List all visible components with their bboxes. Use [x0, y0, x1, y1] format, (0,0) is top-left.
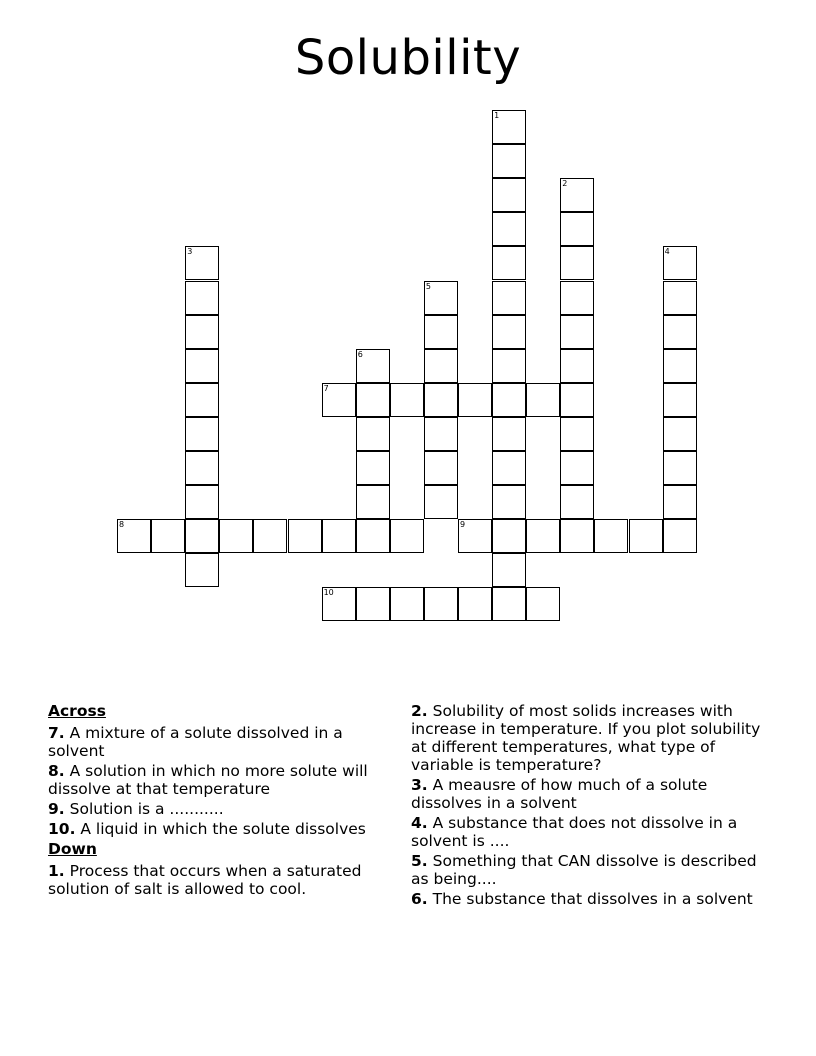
grid-cell[interactable]	[560, 383, 594, 417]
grid-cell[interactable]	[492, 246, 526, 280]
grid-cell[interactable]	[663, 315, 697, 349]
clue-text: A liquid in which the solute dissolves	[80, 820, 366, 838]
grid-cell[interactable]	[560, 315, 594, 349]
clue-down-5	[411, 852, 771, 888]
grid-cell[interactable]	[492, 587, 526, 621]
grid-cell[interactable]	[219, 519, 253, 553]
grid-cell[interactable]	[424, 587, 458, 621]
clues-left-column	[48, 702, 388, 900]
clue-across-10	[48, 820, 388, 838]
clue-number: 7.	[48, 724, 65, 742]
grid-cell[interactable]	[356, 383, 390, 417]
grid-cell[interactable]	[560, 281, 594, 315]
grid-cell[interactable]	[151, 519, 185, 553]
grid-cell[interactable]	[492, 281, 526, 315]
grid-cell[interactable]	[492, 383, 526, 417]
clue-text: Process that occurs when a saturated solution of salt is allowed to cool.	[48, 862, 362, 898]
clue-number: 10.	[48, 820, 76, 838]
grid-cell[interactable]	[560, 485, 594, 519]
clue-down-1	[48, 862, 388, 898]
clue-text: A mixture of a solute dissolved in a solvent	[48, 724, 343, 760]
grid-cell[interactable]	[663, 485, 697, 519]
grid-cell[interactable]	[390, 519, 424, 553]
grid-cell[interactable]	[424, 451, 458, 485]
grid-cell[interactable]	[185, 519, 219, 553]
clue-number-label: 8	[119, 520, 125, 530]
clue-number: 3.	[411, 776, 428, 794]
grid-cell[interactable]	[560, 451, 594, 485]
grid-cell[interactable]	[492, 485, 526, 519]
grid-cell[interactable]	[424, 349, 458, 383]
clue-number: 5.	[411, 852, 428, 870]
clue-down-6	[411, 890, 771, 908]
grid-cell[interactable]	[526, 383, 560, 417]
grid-cell[interactable]	[322, 519, 356, 553]
grid-cell[interactable]	[424, 281, 458, 315]
grid-cell[interactable]	[663, 349, 697, 383]
clue-text: A solution in which no more solute will dissolve at that temperature	[48, 762, 368, 798]
clue-text: The substance that dissolves in a solvent	[432, 890, 753, 908]
grid-cell[interactable]	[629, 519, 663, 553]
clue-text: Something that CAN dissolve is described as being....	[411, 852, 757, 888]
grid-cell[interactable]	[185, 281, 219, 315]
grid-cell[interactable]	[185, 451, 219, 485]
grid-cell[interactable]	[185, 417, 219, 451]
clue-number: 6.	[411, 890, 428, 908]
grid-cell[interactable]	[663, 281, 697, 315]
grid-cell[interactable]	[288, 519, 322, 553]
grid-cell[interactable]	[663, 519, 697, 553]
page-title: Solubility	[294, 30, 522, 86]
clue-down-3	[411, 776, 771, 812]
clue-number-label: 1	[494, 111, 500, 120]
clues-right-column	[411, 702, 771, 910]
clue-number: 4.	[411, 814, 428, 832]
grid-cell[interactable]	[424, 485, 458, 519]
grid-cell[interactable]	[492, 519, 526, 553]
clue-number: 8.	[48, 762, 65, 780]
clue-number-label: 2	[562, 179, 568, 189]
grid-cell[interactable]	[322, 587, 356, 621]
down-heading: Down	[48, 840, 97, 858]
grid-cell[interactable]	[185, 315, 219, 349]
grid-cell[interactable]	[560, 519, 594, 553]
grid-cell[interactable]	[663, 383, 697, 417]
grid-cell[interactable]	[492, 212, 526, 246]
clue-number: 1.	[48, 862, 65, 880]
clue-across-9	[48, 800, 388, 818]
grid-cell[interactable]	[560, 246, 594, 280]
grid-cell[interactable]	[356, 417, 390, 451]
grid-cell[interactable]	[663, 417, 697, 451]
grid-cell[interactable]	[560, 178, 594, 212]
grid-cell[interactable]	[663, 246, 697, 280]
clue-number-label: 10	[323, 588, 334, 598]
grid-cell[interactable]	[424, 315, 458, 349]
grid-cell[interactable]	[356, 349, 390, 383]
grid-cell[interactable]	[390, 383, 424, 417]
grid-cell[interactable]	[492, 178, 526, 212]
grid-cell[interactable]	[253, 519, 287, 553]
clue-down-2	[411, 702, 771, 774]
clue-number-label: 3	[187, 247, 193, 257]
clue-number-label: 7	[323, 383, 329, 393]
grid-cell[interactable]	[356, 587, 390, 621]
grid-cell[interactable]	[526, 519, 560, 553]
grid-cell[interactable]	[185, 349, 219, 383]
grid-cell[interactable]	[492, 144, 526, 178]
grid-cell[interactable]	[390, 587, 424, 621]
clue-text: Solution is a ...........	[69, 800, 224, 818]
across-heading: Across	[48, 702, 106, 720]
clue-number-label: 9	[460, 520, 466, 530]
grid-cell[interactable]	[492, 451, 526, 485]
grid-cell[interactable]	[185, 383, 219, 417]
clue-down-4	[411, 814, 771, 850]
grid-cell[interactable]	[424, 383, 458, 417]
grid-cell[interactable]	[492, 110, 526, 144]
grid-cell[interactable]	[185, 485, 219, 519]
grid-cell[interactable]	[185, 246, 219, 280]
grid-cell[interactable]	[458, 587, 492, 621]
clue-across-7	[48, 724, 388, 760]
grid-cell[interactable]	[560, 349, 594, 383]
grid-cell[interactable]	[663, 451, 697, 485]
clue-across-8	[48, 762, 388, 798]
grid-cell[interactable]	[356, 519, 390, 553]
clue-text: A meausre of how much of a solute dissolves in a solvent	[411, 776, 708, 812]
grid-cell[interactable]	[117, 519, 151, 553]
grid-cell[interactable]	[458, 383, 492, 417]
grid-cell[interactable]	[492, 315, 526, 349]
grid-cell[interactable]	[424, 417, 458, 451]
clue-number-label: 6	[357, 349, 363, 359]
clue-number-label: 4	[664, 247, 670, 257]
clue-number: 2.	[411, 702, 428, 720]
grid-cell[interactable]	[356, 451, 390, 485]
grid-cell[interactable]	[322, 383, 356, 417]
grid-cell[interactable]	[458, 519, 492, 553]
grid-cell[interactable]	[526, 587, 560, 621]
clue-text: Solubility of most solids increases with increase in temperature. If you plot solubility at different temperatures, what type of variable is temperature?	[411, 702, 761, 774]
grid-cell[interactable]	[492, 553, 526, 587]
grid-cell[interactable]	[492, 349, 526, 383]
clue-number: 9.	[48, 800, 65, 818]
grid-cell[interactable]	[492, 417, 526, 451]
grid-cell[interactable]	[560, 212, 594, 246]
grid-cell[interactable]	[594, 519, 628, 553]
grid-cell[interactable]	[185, 553, 219, 587]
grid-cell[interactable]	[356, 485, 390, 519]
clue-number-label: 5	[425, 281, 431, 291]
grid-cell[interactable]	[560, 417, 594, 451]
clue-text: A substance that does not dissolve in a solvent is ....	[411, 814, 738, 850]
